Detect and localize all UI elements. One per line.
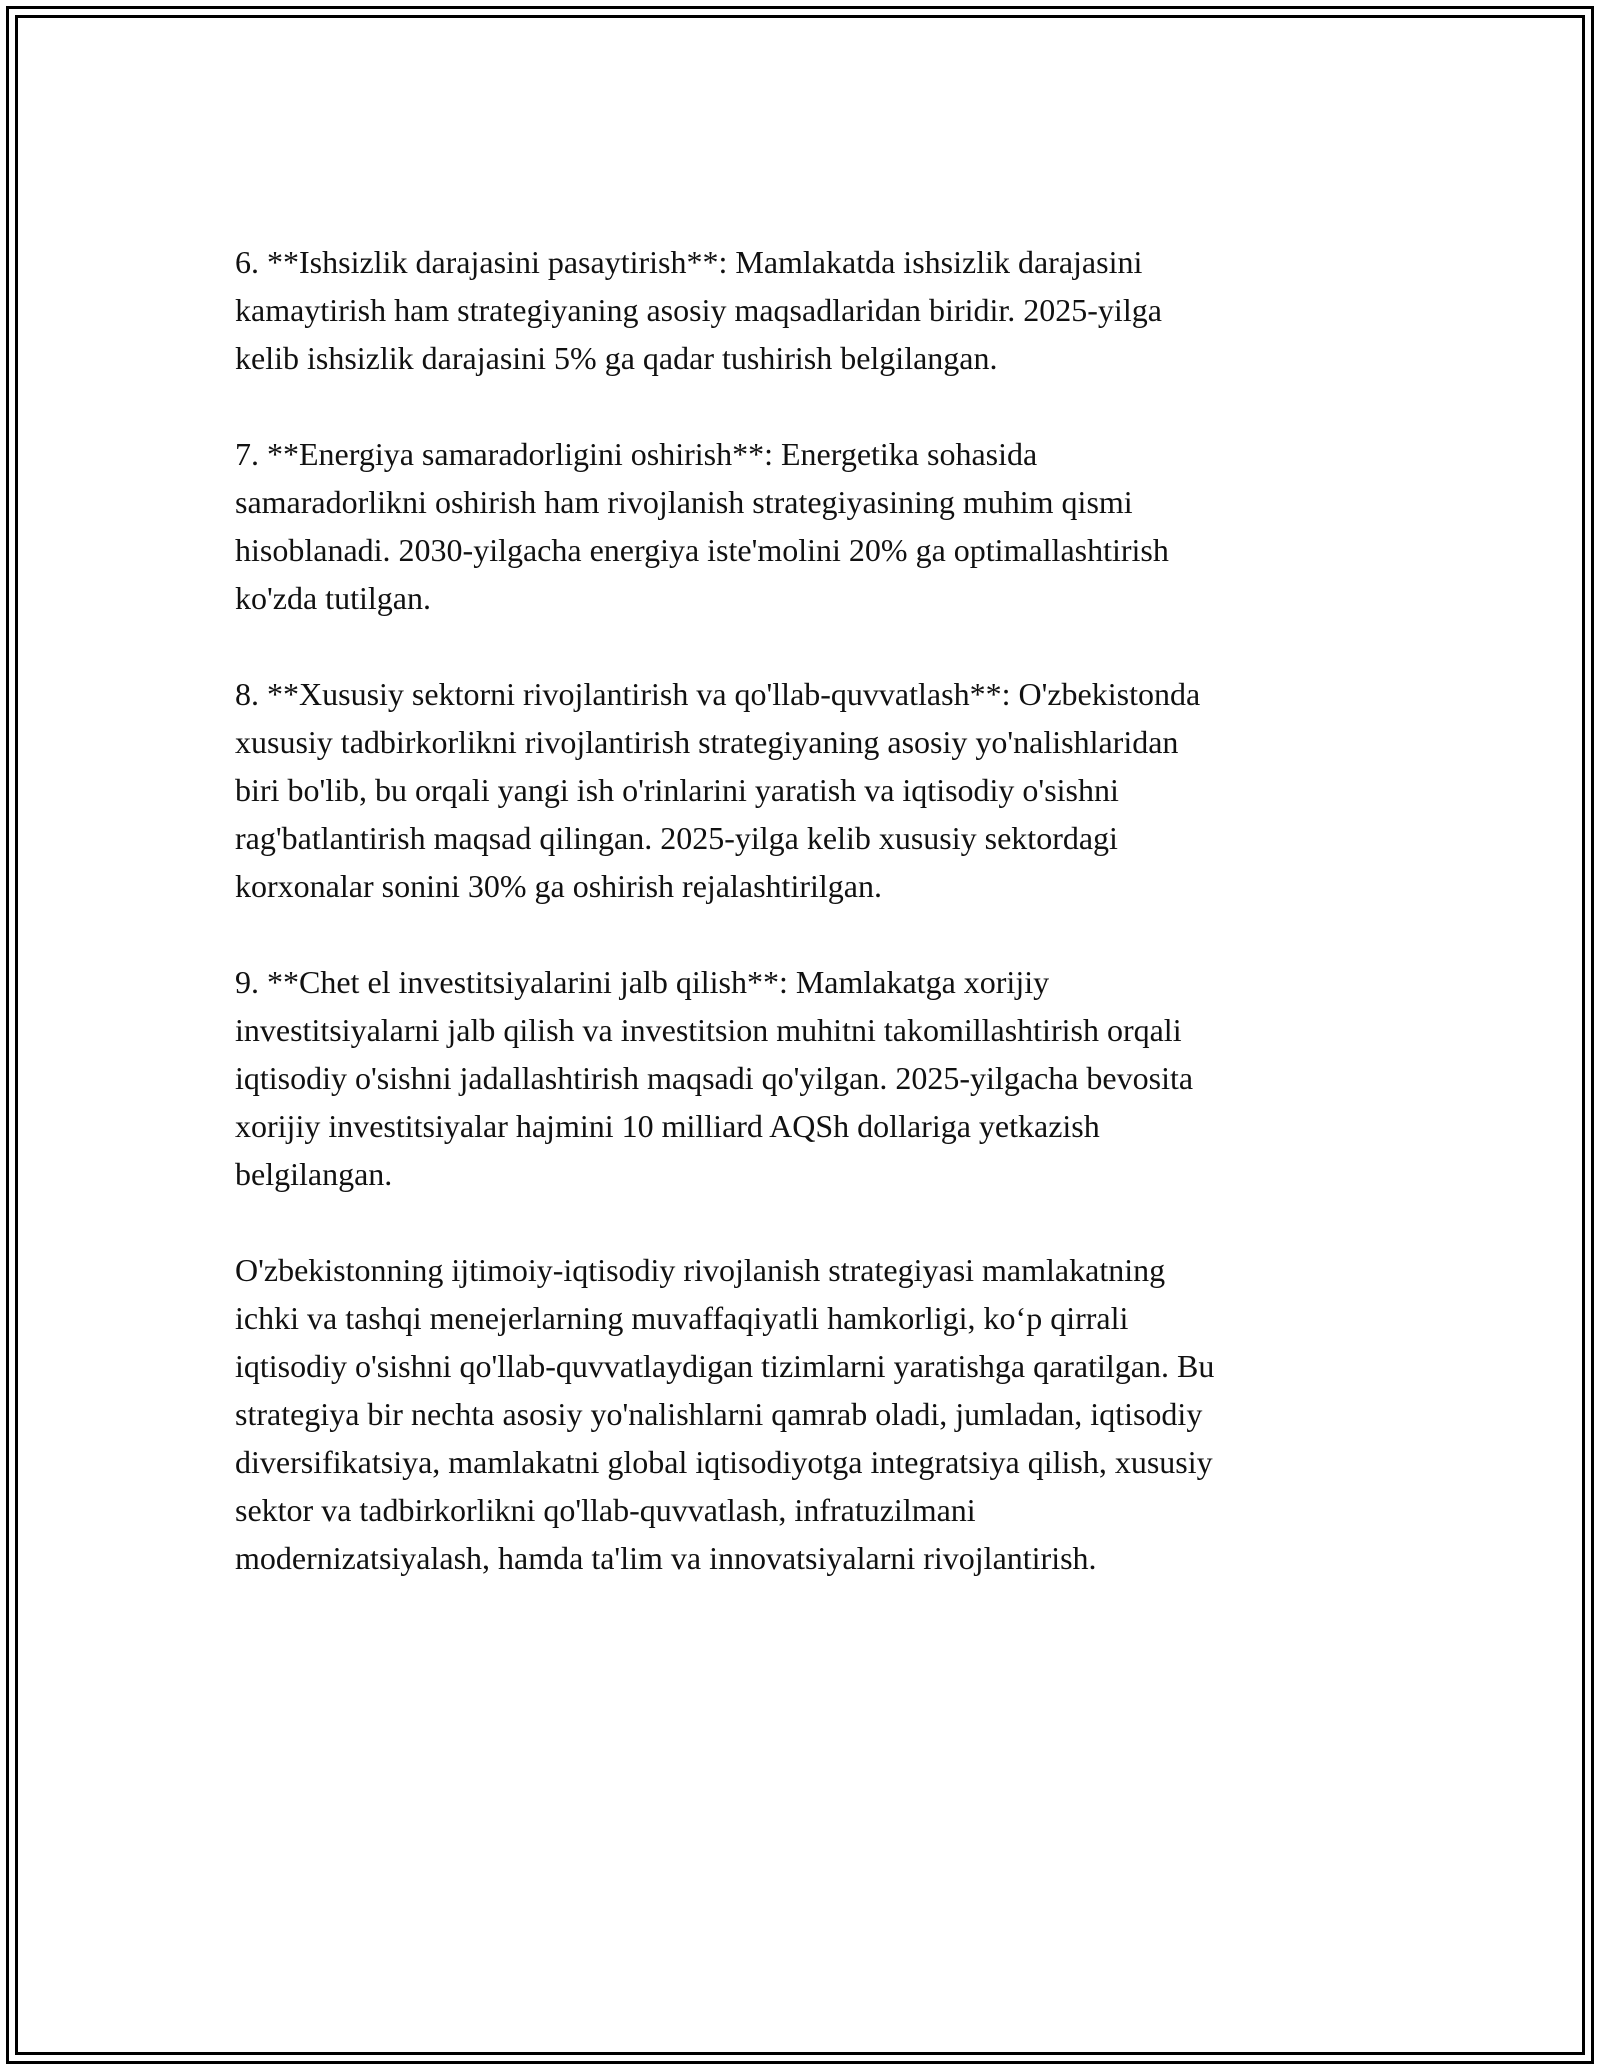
paragraph-private-sector: 8. **Xususiy sektorni rivojlantirish va qo'llab-quvvatlash**: O'zbekistonda xususiy tadbirkorlikni rivojlantirish strategiyaning asosiy yo'nalishlaridan biri bo'lib, bu orqali yangi ish o'rinlarini yaratish va iqtisodiy o'sishni rag'batlantirish maqsad qilingan. 2025-yilga kelib xususiy sektordagi korxonalar sonini 30% ga oshirish rejalashtirilgan.	[235, 676, 1201, 904]
paragraph-unemployment: 6. **Ishsizlik darajasini pasaytirish**: Mamlakatda ishsizlik darajasini kamaytirish ham strategiyaning asosiy maqsadlaridan biridir. 2025-yilga kelib ishsizlik darajasini 5% ga qadar tushirish belgilangan.	[235, 244, 1162, 376]
paragraph-energy-efficiency: 7. **Energiya samaradorligini oshirish**: Energetika sohasida samaradorlikni oshirish ham rivojlanish strategiyasining muhim qismi hisoblanadi. 2030-yilgacha energiya iste'molini 20% ga optimallashtirish ko'zda tutilgan.	[235, 436, 1169, 616]
paragraph-conclusion: O'zbekistonning ijtimoiy-iqtisodiy rivojlanish strategiyasi mamlakatning ichki va tashqi menejerlarning muvaffaqiyatli hamkorligi, ko‘p qirrali iqtisodiy o'sishni qo'llab-quvvatlaydigan tizimlarni yaratishga qaratilgan. Bu strategiya bir nechta asosiy yo'nalishlarni qamrab oladi, jumladan, iqtisodiy diversifikatsiya, mamlakatni global iqtisodiyotga integratsiya qilish, xususiy sektor va tadbirkorlikni qo'llab-quvvatlash, infratuzilmani modernizatsiyalash, hamda ta'lim va innovatsiyalarni rivojlantirish.	[235, 1252, 1215, 1576]
paragraph-foreign-investment: 9. **Chet el investitsiyalarini jalb qilish**: Mamlakatga xorijiy investitsiyalarni jalb qilish va investitsion muhitni takomillashtirish orqali iqtisodiy o'sishni jadallashtirish maqsadi qo'yilgan. 2025-yilgacha bevosita xorijiy investitsiyalar hajmini 10 milliard AQSh dollariga yetkazish belgilangan.	[235, 964, 1194, 1192]
document-body	[235, 238, 1370, 1582]
